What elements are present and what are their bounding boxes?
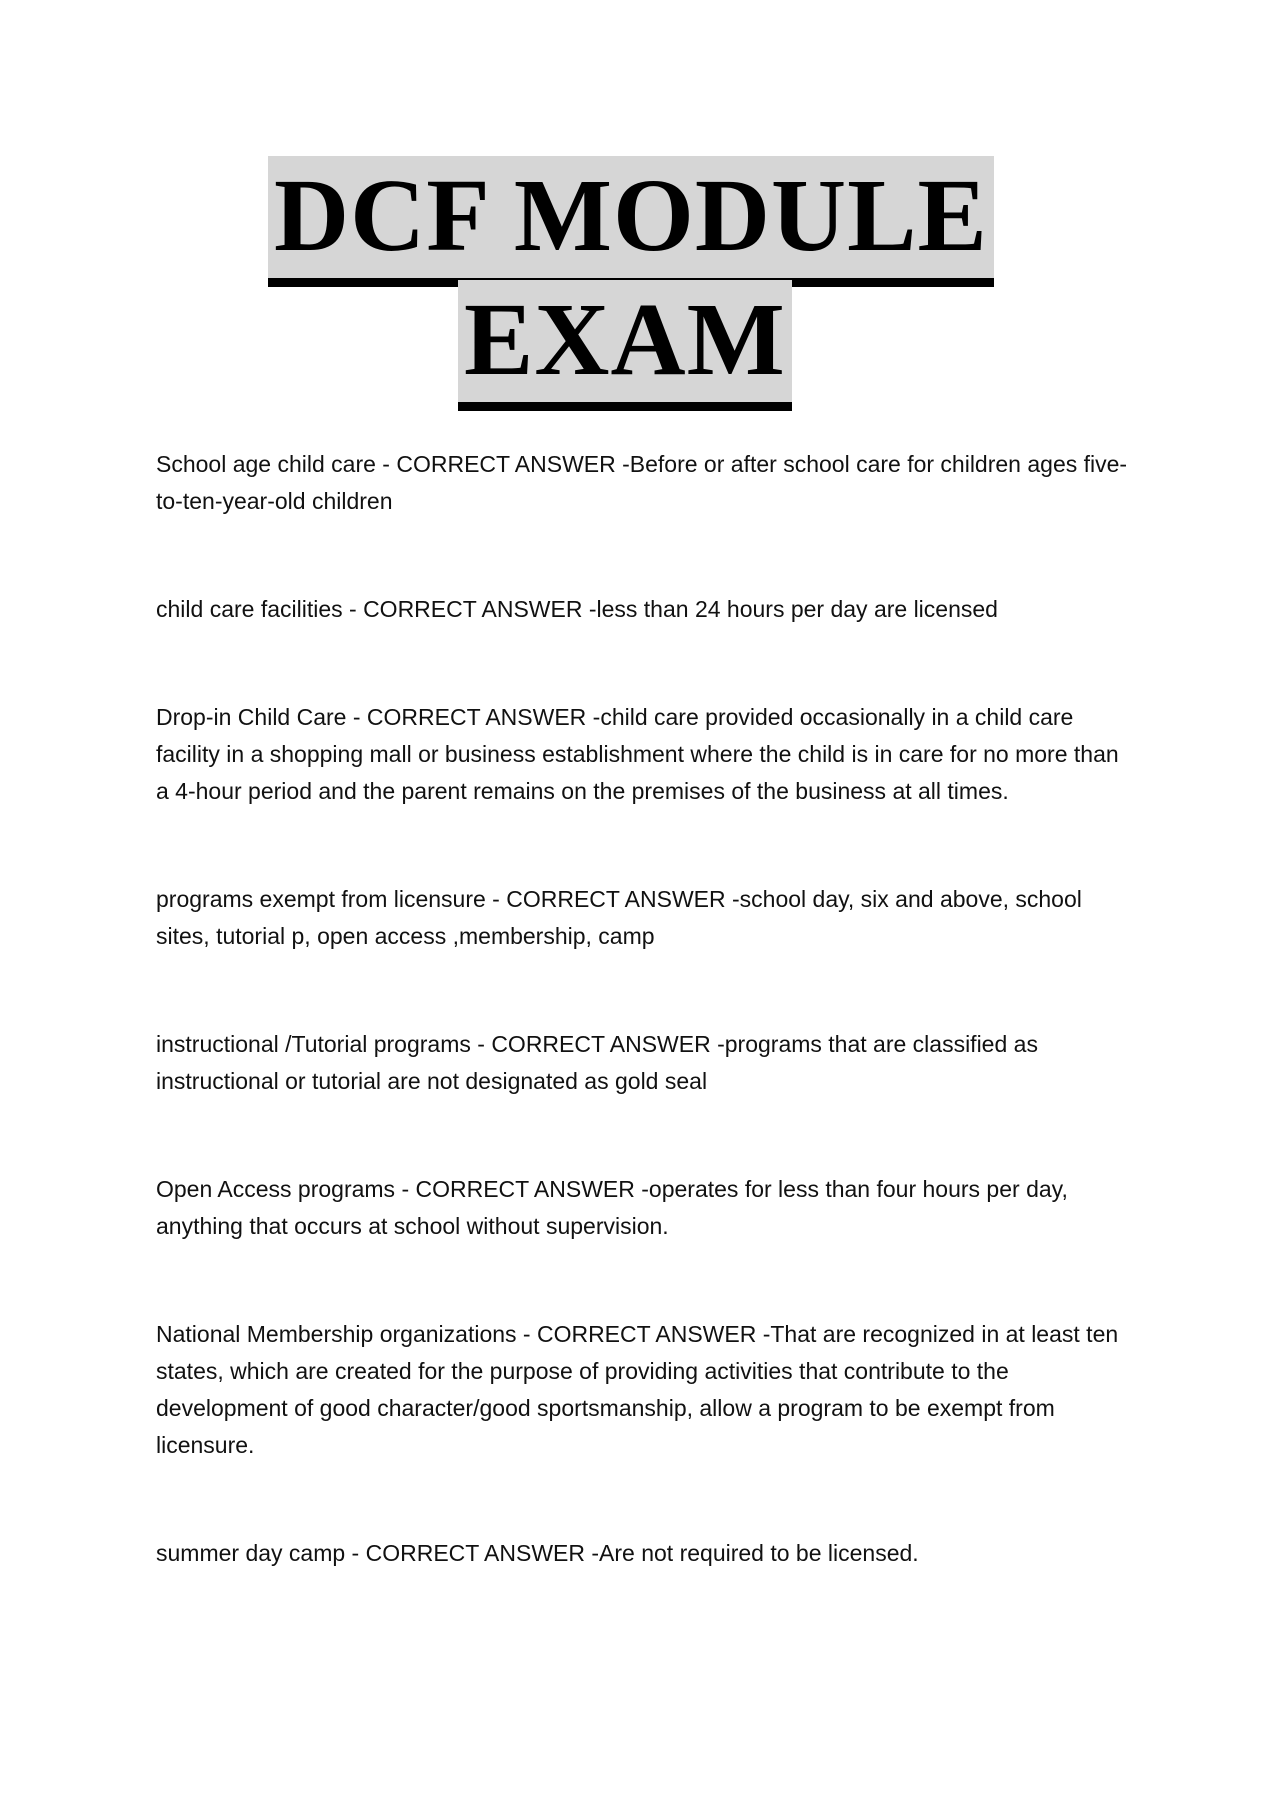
qa-entry-open-access: Open Access programs - CORRECT ANSWER -operates for less than four hours per day, anything that occurs at school without supervision. [156,1176,1068,1239]
qa-entry-list [156,446,1136,1643]
document-title-line-2: EXAM [458,280,792,411]
qa-entry-school-age-child-care: School age child care - CORRECT ANSWER -Before or after school care for children ages five-to-ten-year-old children [156,451,1128,514]
qa-entry-instructional-tutorial: instructional /Tutorial programs - CORRECT ANSWER -programs that are classified as instructional or tutorial are not designated as gold seal [156,1031,1038,1094]
qa-entry-summer-day-camp: summer day camp - CORRECT ANSWER -Are not required to be licensed. [156,1540,919,1566]
qa-entry-national-membership: National Membership organizations - CORRECT ANSWER -That are recognized in at least ten states, which are created for the purpose of providing activities that contribute to the development of good character/good sportsmanship, allow a program to be exempt from licensure. [156,1321,1119,1458]
qa-entry-child-care-facilities: child care facilities - CORRECT ANSWER -less than 24 hours per day are licensed [156,596,998,622]
document-title-line-1: DCF MODULE [268,156,994,287]
qa-entry-drop-in-child-care: Drop-in Child Care - CORRECT ANSWER -child care provided occasionally in a child care facility in a shopping mall or business establishment where the child is in care for no more than a 4-hour period and the parent remains on the premises of the business at all times. [156,704,1119,804]
qa-entry-programs-exempt: programs exempt from licensure - CORRECT ANSWER -school day, six and above, school sites, tutorial p, open access ,membership, camp [156,886,1082,949]
